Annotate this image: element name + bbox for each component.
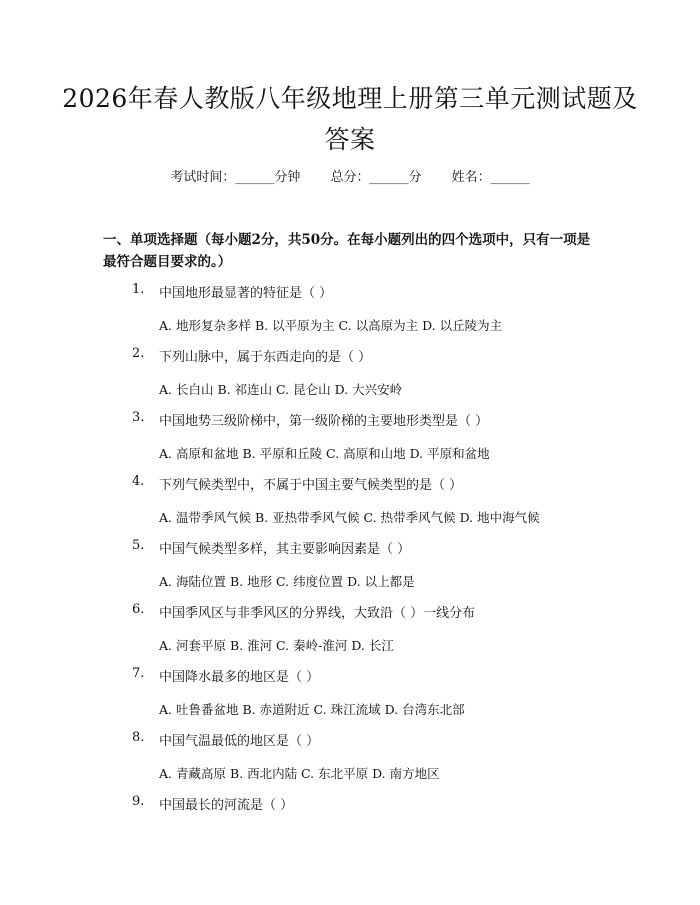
question-options: A. 长白山 B. 祁连山 C. 昆仑山 D. 大兴安岭 <box>159 382 403 397</box>
question-options: A. 高原和盆地 B. 平原和丘陵 C. 高原和山地 D. 平原和盆地 <box>159 446 490 461</box>
question-number: 8. <box>132 730 145 745</box>
question-stem: 中国降水最多的地区是（ ） <box>159 670 320 685</box>
question-options: A. 青藏高原 B. 西北内陆 C. 东北平原 D. 南方地区 <box>159 766 440 781</box>
document-title: 2026年春人教版八年级地理上册第三单元测试题及答案 <box>62 84 638 154</box>
question-options: A. 地形复杂多样 B. 以平原为主 C. 以高原为主 D. 以丘陵为主 <box>159 318 503 333</box>
question-options: A. 吐鲁番盆地 B. 赤道附近 C. 珠江流域 D. 台湾东北部 <box>159 702 465 717</box>
question-stem: 中国地势三级阶梯中，第一级阶梯的主要地形类型是（ ） <box>159 414 489 429</box>
question-options: A. 温带季风气候 B. 亚热带季风气候 C. 热带季风气候 D. 地中海气候 <box>159 510 540 525</box>
question-item <box>132 794 672 858</box>
question-stem: 中国气温最低的地区是（ ） <box>159 734 320 749</box>
total-score: 总分：______分 <box>330 170 422 185</box>
question-options: A. 河套平原 B. 淮河 C. 秦岭-淮河 D. 长江 <box>159 638 394 653</box>
question-stem: 下列气候类型中，不属于中国主要气候类型的是（ ） <box>159 478 463 493</box>
question-options: A. 海陆位置 B. 地形 C. 纬度位置 D. 以上都是 <box>159 574 415 589</box>
student-name: 姓名：______ <box>451 170 530 185</box>
question-item <box>132 410 672 474</box>
question-stem: 中国季风区与非季风区的分界线，大致沿（ ）一线分布 <box>159 606 476 621</box>
question-number: 7. <box>132 666 145 681</box>
question-item <box>132 666 672 730</box>
question-number: 1. <box>132 282 145 297</box>
question-item <box>132 602 672 666</box>
exam-time: 考试时间：______分钟 <box>170 170 301 185</box>
question-stem: 中国地形最显著的特征是（ ） <box>159 286 333 301</box>
question-number: 2. <box>132 346 145 361</box>
question-stem: 下列山脉中，属于东西走向的是（ ） <box>159 350 372 365</box>
question-number: 6. <box>132 602 145 617</box>
question-number: 4. <box>132 474 145 489</box>
question-item <box>132 730 672 794</box>
question-item <box>132 346 672 410</box>
section-heading: 一、单项选择题（每小题2分，共50分。在每小题列出的四个选项中，只有一项是最符合题目要求的。） <box>103 232 591 270</box>
question-number: 9. <box>132 794 145 809</box>
question-stem: 中国最长的河流是（ ） <box>159 798 294 813</box>
question-item <box>132 282 672 346</box>
question-item <box>132 474 672 538</box>
question-list <box>132 282 672 858</box>
exam-info <box>0 166 700 185</box>
question-item <box>132 538 672 602</box>
question-stem: 中国气候类型多样，其主要影响因素是（ ） <box>159 542 411 557</box>
question-number: 5. <box>132 538 145 553</box>
question-number: 3. <box>132 410 145 425</box>
